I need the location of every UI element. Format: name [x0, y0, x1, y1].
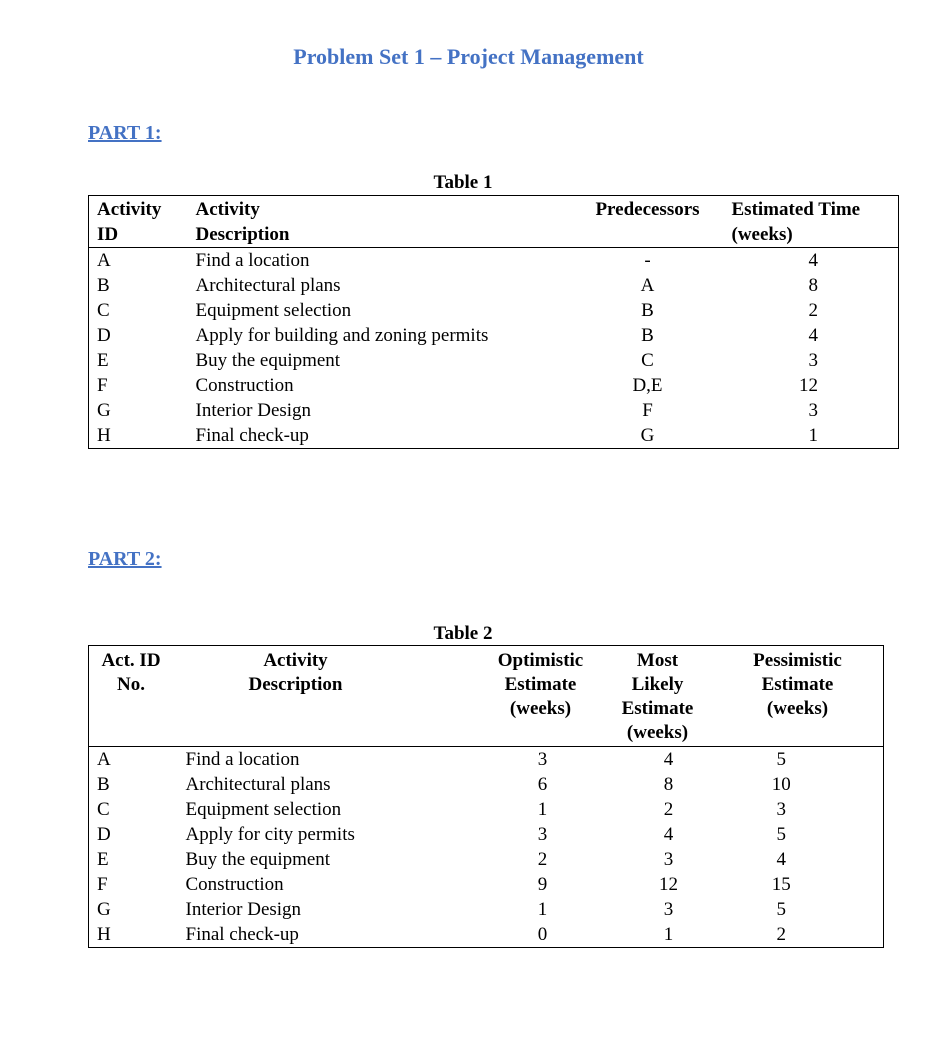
cell-time: 2 [808, 300, 818, 321]
cell-pes: 5 [776, 749, 786, 770]
cell-id: E [97, 350, 109, 371]
header-line: Description [248, 674, 343, 695]
table-row [89, 872, 884, 897]
table2-caption: Table 2 [433, 623, 493, 644]
header-line: (weeks) [766, 698, 829, 719]
cell-time: 12 [799, 375, 818, 396]
header-line: No. [117, 674, 145, 695]
cell-desc: Final check-up [195, 425, 309, 446]
cell-ml: 4 [663, 824, 674, 845]
table1-header-pred [584, 196, 712, 248]
table1-header-desc [196, 196, 584, 248]
cell-id: D [97, 325, 111, 346]
cell-id: C [97, 300, 110, 321]
table1-header-id [89, 196, 196, 248]
cell-id: A [97, 749, 111, 770]
cell-ml: 12 [659, 874, 678, 895]
cell-pes: 5 [776, 824, 786, 845]
cell-opt: 2 [537, 849, 548, 870]
cell-desc: Construction [185, 874, 284, 895]
header-line: Pessimistic [753, 650, 842, 671]
cell-id: F [97, 375, 108, 396]
cell-id: C [97, 799, 110, 820]
table2-header-opt [497, 646, 624, 747]
cell-id: B [97, 275, 110, 296]
cell-opt: 3 [537, 749, 548, 770]
header-line: Predecessors [595, 199, 700, 220]
cell-opt: 1 [537, 899, 548, 920]
table-row [89, 922, 884, 948]
cell-id: E [97, 849, 109, 870]
table2-header-pes [753, 646, 884, 747]
cell-id: F [97, 874, 108, 895]
cell-pes: 4 [776, 849, 786, 870]
header-line: Likely [631, 674, 684, 695]
table2-header-row [89, 646, 884, 747]
cell-time: 1 [808, 425, 818, 446]
header-line: (weeks) [626, 722, 689, 743]
header-line: ID [97, 224, 119, 245]
header-line: Estimate [761, 674, 834, 695]
header-line: Description [195, 224, 290, 245]
cell-pred: A [640, 275, 655, 296]
cell-ml: 8 [663, 774, 674, 795]
cell-pes: 15 [771, 874, 791, 895]
cell-id: B [97, 774, 110, 795]
cell-pred: B [641, 300, 654, 321]
cell-ml: 1 [663, 924, 674, 945]
cell-pes: 5 [776, 899, 786, 920]
cell-desc: Equipment selection [195, 300, 352, 321]
cell-id: A [97, 250, 111, 271]
cell-id: H [97, 425, 111, 446]
cell-opt: 0 [537, 924, 548, 945]
cell-desc: Architectural plans [185, 774, 331, 795]
table-row [89, 323, 899, 348]
cell-time: 8 [808, 275, 818, 296]
cell-desc: Construction [195, 375, 294, 396]
table-row [89, 847, 884, 872]
table-row [89, 747, 884, 773]
cell-opt: 9 [537, 874, 548, 895]
table1-header-time [712, 196, 899, 248]
table-row [89, 797, 884, 822]
table-row [89, 248, 899, 274]
cell-desc: Interior Design [195, 400, 312, 421]
cell-desc: Equipment selection [185, 799, 342, 820]
cell-time: 4 [808, 250, 818, 271]
cell-opt: 3 [537, 824, 548, 845]
cell-desc: Find a location [195, 250, 310, 271]
cell-desc: Find a location [185, 749, 300, 770]
table-row [89, 423, 899, 449]
cell-time: 3 [808, 350, 818, 371]
table1 [88, 195, 899, 449]
header-line: (weeks) [509, 698, 572, 719]
header-line: Activity [195, 199, 260, 220]
part2-heading: PART 2: [88, 548, 162, 570]
table-row [89, 822, 884, 847]
cell-ml: 3 [663, 849, 674, 870]
cell-id: D [97, 824, 111, 845]
cell-pred: - [644, 250, 651, 271]
cell-pes: 2 [776, 924, 786, 945]
cell-id: G [97, 400, 111, 421]
cell-desc: Buy the equipment [185, 849, 331, 870]
header-line: Activity [97, 199, 162, 220]
cell-ml: 3 [663, 899, 674, 920]
cell-pred: F [642, 400, 653, 421]
cell-ml: 4 [663, 749, 674, 770]
cell-desc: Apply for building and zoning permits [195, 325, 489, 346]
table2-header-id [89, 646, 186, 747]
table-row [89, 348, 899, 373]
cell-desc: Apply for city permits [185, 824, 355, 845]
part1-heading: PART 1: [88, 122, 162, 144]
header-line: Optimistic [497, 650, 584, 671]
page-title: Problem Set 1 – Project Management [293, 44, 644, 69]
header-line: (weeks) [731, 224, 793, 245]
cell-pred: B [641, 325, 654, 346]
header-line: Estimate [504, 674, 577, 695]
table1-caption: Table 1 [433, 172, 493, 193]
cell-opt: 1 [537, 799, 548, 820]
table1-header-row [89, 196, 899, 248]
cell-pred: C [641, 350, 654, 371]
cell-desc: Architectural plans [195, 275, 341, 296]
cell-time: 4 [808, 325, 818, 346]
cell-time: 3 [808, 400, 818, 421]
cell-pred: D,E [632, 375, 663, 396]
header-line: Activity [263, 650, 328, 671]
cell-id: H [97, 924, 111, 945]
cell-pred: G [640, 425, 655, 446]
cell-opt: 6 [537, 774, 548, 795]
header-line: Estimated Time [731, 199, 861, 220]
header-line: Estimate [621, 698, 694, 719]
cell-desc: Interior Design [185, 899, 302, 920]
cell-id: G [97, 899, 111, 920]
table-row [89, 373, 899, 398]
cell-desc: Buy the equipment [195, 350, 341, 371]
cell-ml: 2 [663, 799, 674, 820]
header-line: Act. ID [101, 650, 161, 671]
table-row [89, 772, 884, 797]
table-row [89, 298, 899, 323]
cell-pes: 10 [771, 774, 791, 795]
header-line: Most [636, 650, 679, 671]
cell-pes: 3 [776, 799, 786, 820]
table-row [89, 897, 884, 922]
table-row [89, 398, 899, 423]
cell-desc: Final check-up [185, 924, 299, 945]
table2-header-desc [186, 646, 506, 747]
table2 [88, 645, 884, 948]
table-row [89, 273, 899, 298]
